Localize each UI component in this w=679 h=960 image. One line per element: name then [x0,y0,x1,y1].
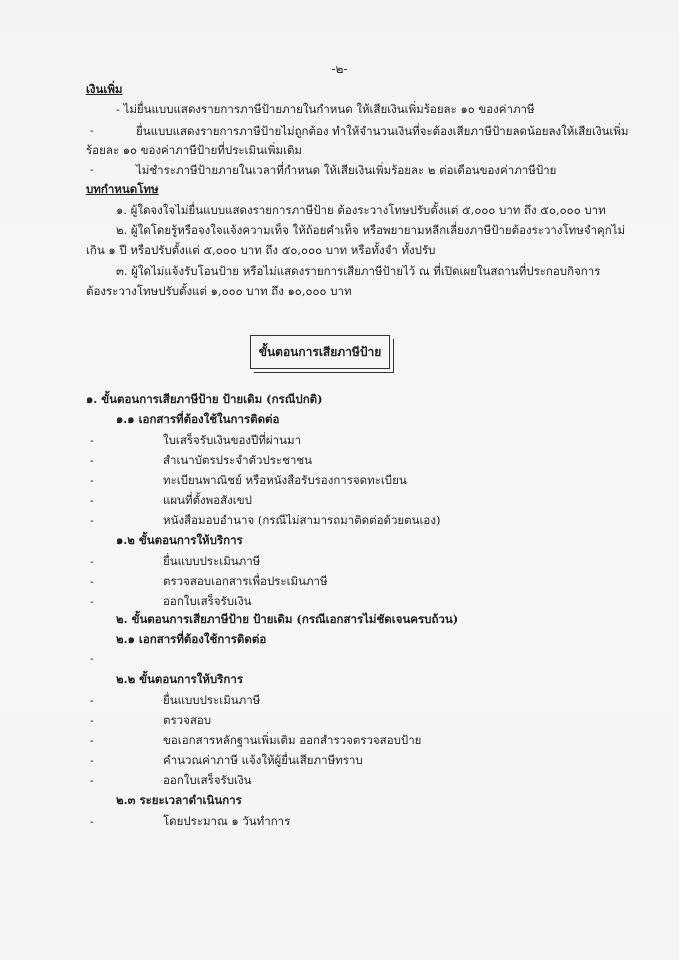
penalty-3b: ต้องระวางโทษปรับตั้งแต่ ๑,๐๐๐ บาท ถึง ๑๐,๐๐๐ บาท [86,284,352,298]
dash-bullet: - [90,124,94,137]
section-2-1-title: ๒.๑ เอกสารที่ต้องใช้การติดต่อ [116,632,267,646]
doc-item: ใบเสร็จรับเงินของปีที่ผ่านมา [163,433,302,447]
dash-bullet: - [90,163,94,176]
section-2-title: ๒. ขั้นตอนการเสียภาษีป้าย ป้ายเดิม (กรณีเอกสารไม่ชัดเจนครบถ้วน) [116,612,459,626]
penalty-2a: ๒. ผู้ใดโดยรู้หรือจงใจแจ้งความเท็จ ให้ถ้อยคำเท็จ หรือพยายามหลีกเลี่ยงภาษีป้ายต้องระวางโทษจำคุกไม่ [116,223,626,237]
section-title: ขั้นตอนการเสียภาษีป้าย [258,344,382,359]
surcharge-line-2a: ยื่นแบบแสดงรายการภาษีป้ายไม่ถูกต้อง ทำให้จำนวนเงินที่จะต้องเสียภาษีป้ายลดน้อยลงให้เสียเงินเพิ่ม [136,124,629,138]
step-item: ออกใบเสร็จรับเงิน [163,594,252,608]
step-item: ยื่นแบบประเมินภาษี [163,554,261,568]
dash-bullet: - [90,454,94,467]
section-1-2-title: ๑.๒ ขั้นตอนการให้บริการ [116,533,243,547]
section-title-box [250,335,390,369]
penalty-1: ๑. ผู้ใดจงใจไม่ยื่นแบบแสดงรายการภาษีป้าย ต้องระวางโทษปรับตั้งแต่ ๕,๐๐๐ บาท ถึง ๕๐,๐๐๐ บาท [116,203,606,217]
dash-bullet: - [90,734,94,747]
step-item: ยื่นแบบประเมินภาษี [163,693,261,707]
surcharge-line-1: - ไม่ยื่นแบบแสดงรายการภาษีป้ายภายในกำหนด ให้เสียเงินเพิ่มร้อยละ ๑๐ ของค่าภาษี [116,102,535,116]
dash-bullet: - [90,474,94,487]
section-1-1-title: ๑.๑ เอกสารที่ต้องใช้ในการติดต่อ [116,412,280,426]
time-value: โดยประมาณ ๑ วันทำการ [163,814,291,828]
dash-bullet: - [90,514,94,527]
dash-bullet: - [90,714,94,727]
page-number: -๒- [331,62,348,76]
step-item: ตรวจสอบเอกสารเพื่อประเมินภาษี [163,574,328,588]
dash-bullet: - [90,815,94,828]
step-item: ออกใบเสร็จรับเงิน [163,773,252,787]
doc-item: สำเนาบัตรประจำตัวประชาชน [163,453,313,467]
section-1-title: ๑. ขั้นตอนการเสียภาษีป้าย ป้ายเดิม (กรณีปกติ) [86,392,323,406]
surcharge-heading: เงินเพิ่ม [86,82,123,96]
penalty-3a: ๓. ผู้ใดไม่แจ้งรับโอนป้าย หรือไม่แสดงรายการเสียภาษีป้ายไว้ ณ ที่เปิดเผยในสถานที่ประกอบกิจการ [116,264,601,278]
step-item: ตรวจสอบ [163,713,212,727]
surcharge-line-2b: ร้อยละ ๑๐ ของค่าภาษีป้ายที่ประเมินเพิ่มเติม [86,143,303,157]
doc-item: แผนที่ตั้งพอสังเขป [163,493,252,507]
section-2-2-title: ๒.๒ ขั้นตอนการให้บริการ [116,672,243,686]
doc-item: หนังสือมอบอำนาจ (กรณีไม่สามารถมาติดต่อด้วยตนเอง) [163,513,441,527]
dash-bullet: - [90,494,94,507]
dash-bullet: - [90,694,94,707]
doc-item: ทะเบียนพาณิชย์ หรือหนังสือรับรองการจดทะเบียน [163,473,407,487]
step-item: ขอเอกสารหลักฐานเพิ่มเติม ออกสำรวจตรวจสอบป้าย [163,733,422,747]
section-2-3-title: ๒.๓ ระยะเวลาดำเนินการ [116,793,242,807]
dash-bullet: - [90,774,94,787]
dash-bullet: - [90,575,94,588]
dash-bullet: - [90,652,94,665]
penalty-heading: บทกำหนดโทษ [86,182,159,196]
step-item: คำนวณค่าภาษี แจ้งให้ผู้ยื่นเสียภาษีทราบ [163,753,363,767]
dash-bullet: - [90,595,94,608]
dash-bullet: - [90,555,94,568]
surcharge-line-3: ไม่ชำระภาษีป้ายภายในเวลาที่กำหนด ให้เสียเงินเพิ่มร้อยละ ๒ ต่อเดือนของค่าภาษีป้าย [136,163,557,177]
dash-bullet: - [90,754,94,767]
penalty-2b: เกิน ๑ ปี หรือปรับตั้งแต่ ๕,๐๐๐ บาท ถึง ๕๐,๐๐๐ บาท หรือทั้งจำ ทั้งปรับ [86,243,436,257]
dash-bullet: - [90,434,94,447]
